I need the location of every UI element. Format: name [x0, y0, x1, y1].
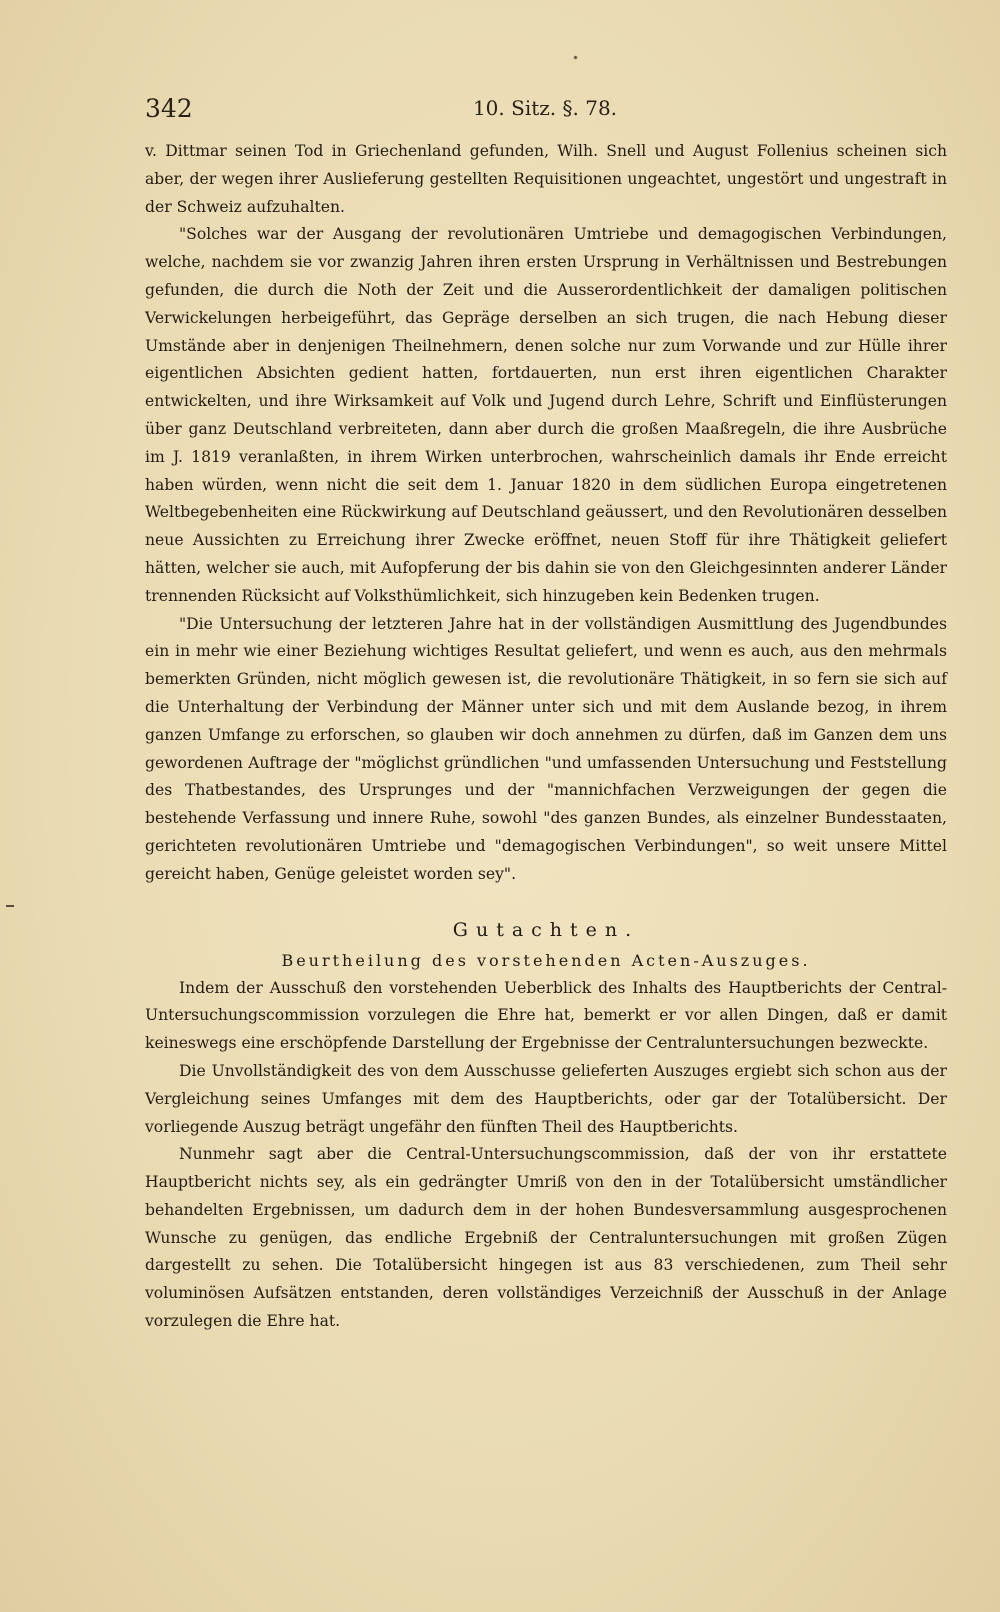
paper-speck [573, 55, 577, 59]
paragraph: "Die Untersuchung der letzteren Jahre hat in der vollständigen Ausmittlung des Jugendbundes ein in mehr wie einer Beziehung wichtiges Resultat geliefert, und wenn es auch, aus den mehrmals bemerkten Gründen, nicht möglich gewesen ist, die revolutionäre Thätigkeit, in so fern sie sich auf die Unterhaltung der Verbindung der Männer unter sich und mit dem Auslande bezog, in ihrem ganzen Umfange zu erforschen, so glauben wir doch annehmen zu dürfen, daß im Ganzen dem uns gewordenen Auftrage der "möglichst gründlichen "und umfassenden Untersuchung und Feststellung des Thatbestandes, des Ursprunges und der "mannichfachen Verzweigungen der gegen die bestehende Verfassung und innere Ruhe, sowohl "des ganzen Bundes, als einzelner Bundesstaaten, gerichteten revolutionären Umtriebe und "demagogischen Verbindungen", so weit unsere Mittel gereicht haben, Genüge geleistet worden sey". [145, 614, 947, 883]
page-body [145, 138, 947, 1336]
running-head: 10. Sitz. §. 78. [472, 96, 618, 120]
paragraph: "Solches war der Ausgang der revolutionären Umtriebe und demagogischen Verbindungen, welche, nachdem sie vor zwanzig Jahren ihren ersten Ursprung in Verhältnissen und Bestrebungen gefunden, die durch die Noth der Zeit und die Ausserordentlichkeit der damaligen politischen Verwickelungen herbeigeführt, das Gepräge derselben an sich trugen, die nach Hebung dieser Umstände aber in denjenigen Theilnehmern, denen solche nur zum Vorwande und zur Hülle ihrer eigentlichen Absichten gedient hatten, fortdauerten, nun erst ihren eigentlichen Charakter entwickelten, und ihre Wirksamkeit auf Volk und Jugend durch Lehre, Schrift und Einflüsterungen über ganz Deutschland verbreiteten, dann aber durch die großen Maaßregeln, die ihre Ausbrüche im J. 1819 veranlaßten, in ihrem Wirken unterbrochen, wahrscheinlich damals ihr Ende erreicht haben würden, wenn nicht die seit dem 1. Januar 1820 in dem südlichen Europa eingetretenen Weltbegebenheiten eine Rückwirkung auf Deutschland geäussert, und den Revolutionären desselben neue Aussichten zu Erreichung ihrer Zwecke eröffnet, neuen Stoff für ihre Thätigkeit geliefert hätten, welcher sie auch, mit Aufopferung der bis dahin sie von den Gleichgesinnten anderer Länder trennenden Rücksicht auf Volksthümlichkeit, sich hinzugeben kein Bedenken trugen. [145, 225, 947, 605]
paragraph: Nunmehr sagt aber die Central-Untersuchungscommission, daß der von ihr erstattete Hauptbericht nichts sey, als ein gedrängter Umriß von den in der Totalübersicht umständlicher behandelten Ergebnissen, um dadurch dem in der hohen Bundesversammlung ausgesprochenen Wunsche zu genügen, das endliche Ergebniß der Centraluntersuchungen mit großen Zügen dargestellt zu sehen. Die Totalübersicht hingegen ist aus 83 verschiedenen, zum Theil sehr voluminösen Aufsätzen entstanden, deren vollständiges Verzeichniß der Ausschuß in der Anlage vorzulegen die Ehre hat. [145, 1145, 947, 1331]
section-subheading: Beurtheilung des vorstehenden Acten-Auszuges. [281, 950, 811, 970]
paragraph: Indem der Ausschuß den vorstehenden Ueberblick des Inhalts des Hauptberichts der Central-Untersuchungscommission vorzulegen die Ehre hat, bemerkt er vor allen Dingen, daß er damit keineswegs eine erschöpfende Darstellung der Ergebnisse der Centraluntersuchungen bezweckte. [145, 978, 947, 1053]
section-heading: Gutachten. [452, 918, 640, 941]
margin-mark [6, 905, 14, 907]
paragraph: Die Unvollständigkeit des von dem Ausschusse gelieferten Auszuges ergiebt sich schon aus der Vergleichung seines Umfanges mit dem des Hauptberichts, oder gar der Totalübersicht. Der vorliegende Auszug beträgt ungefähr den fünften Theil des Hauptberichts. [145, 1061, 947, 1136]
page-header [145, 94, 945, 130]
page-number: 342 [145, 94, 193, 123]
paragraph-continuation: v. Dittmar seinen Tod in Griechenland gefunden, Wilh. Snell und August Follenius scheinen sich aber, der wegen ihrer Auslieferung gestellten Requisitionen ungeachtet, ungestört und ungestraft in der Schweiz aufzuhalten. [145, 142, 947, 216]
